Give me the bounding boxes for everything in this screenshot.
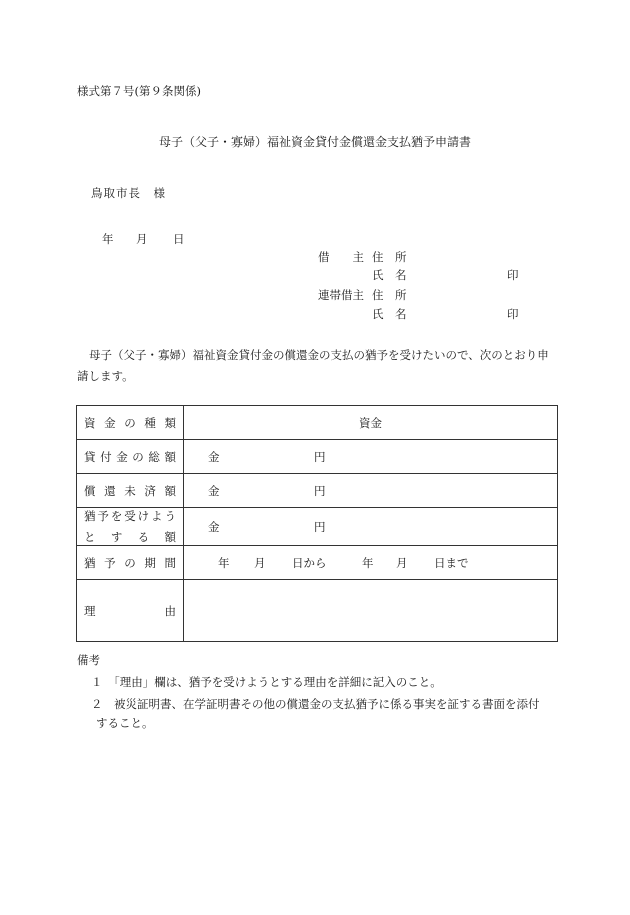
addressee: 鳥取市長 様 — [91, 186, 166, 200]
co-borrower-address-label: 住 所 — [372, 288, 407, 302]
borrower-address-label: 住 所 — [372, 250, 407, 264]
table-row — [77, 474, 558, 508]
notes-heading: 備考 — [77, 653, 100, 667]
reason-value[interactable] — [184, 580, 558, 642]
table-row — [77, 508, 558, 546]
total-loan-value[interactable]: 金 円 — [184, 440, 558, 474]
co-borrower-name-label: 氏 名 — [372, 307, 407, 321]
fund-type-label: 資 金 の 種 類 — [77, 406, 184, 440]
borrower-seal: 印 — [507, 268, 519, 282]
borrower-name-label: 氏 名 — [372, 268, 407, 282]
date-year: 年 — [102, 232, 114, 246]
table-row — [77, 406, 558, 440]
deferral-amount-label: 猶 予 を 受 け よ う と す る 額 — [77, 508, 184, 546]
co-borrower-label: 連帯借主 — [318, 288, 364, 302]
unpaid-balance-value[interactable]: 金 円 — [184, 474, 558, 508]
table-row — [77, 580, 558, 642]
deferral-amount-value[interactable]: 金 円 — [184, 508, 558, 546]
date-day: 日 — [173, 232, 185, 246]
form-number: 様式第７号(第９条関係) — [77, 84, 201, 98]
reason-label: 理 由 — [77, 580, 184, 642]
document-title: 母子（父子・寡婦）福祉資金貸付金償還金支払猶予申請書 — [158, 135, 471, 149]
table-row — [77, 546, 558, 580]
note-item-2: ２ 被災証明書、在学証明書その他の償還金の支払猶予に係る事実を証する書面を添付 — [91, 697, 540, 711]
deferral-period-label: 猶 予 の 期 間 — [77, 546, 184, 580]
note-item-2-continued: すること。 — [96, 716, 154, 730]
fund-type-value[interactable]: 資金 — [184, 406, 558, 440]
unpaid-balance-label: 償 還 未 済 額 — [77, 474, 184, 508]
total-loan-label: 貸 付 金 の 総 額 — [77, 440, 184, 474]
co-borrower-seal: 印 — [507, 307, 519, 321]
request-statement: 母子（父子・寡婦）福祉資金貸付金の償還金の支払の猶予を受けたいので、次のとおり申請します。 — [77, 348, 549, 383]
borrower-label: 借 主 — [318, 250, 364, 264]
deferral-period-value[interactable]: 年 月 日から 年 月 日まで — [184, 546, 558, 580]
date-month: 月 — [136, 232, 148, 246]
note-item-1: １ 「理由」欄は、猶予を受けようとする理由を詳細に記入のこと。 — [91, 675, 442, 689]
application-table — [76, 405, 558, 642]
table-row — [77, 440, 558, 474]
